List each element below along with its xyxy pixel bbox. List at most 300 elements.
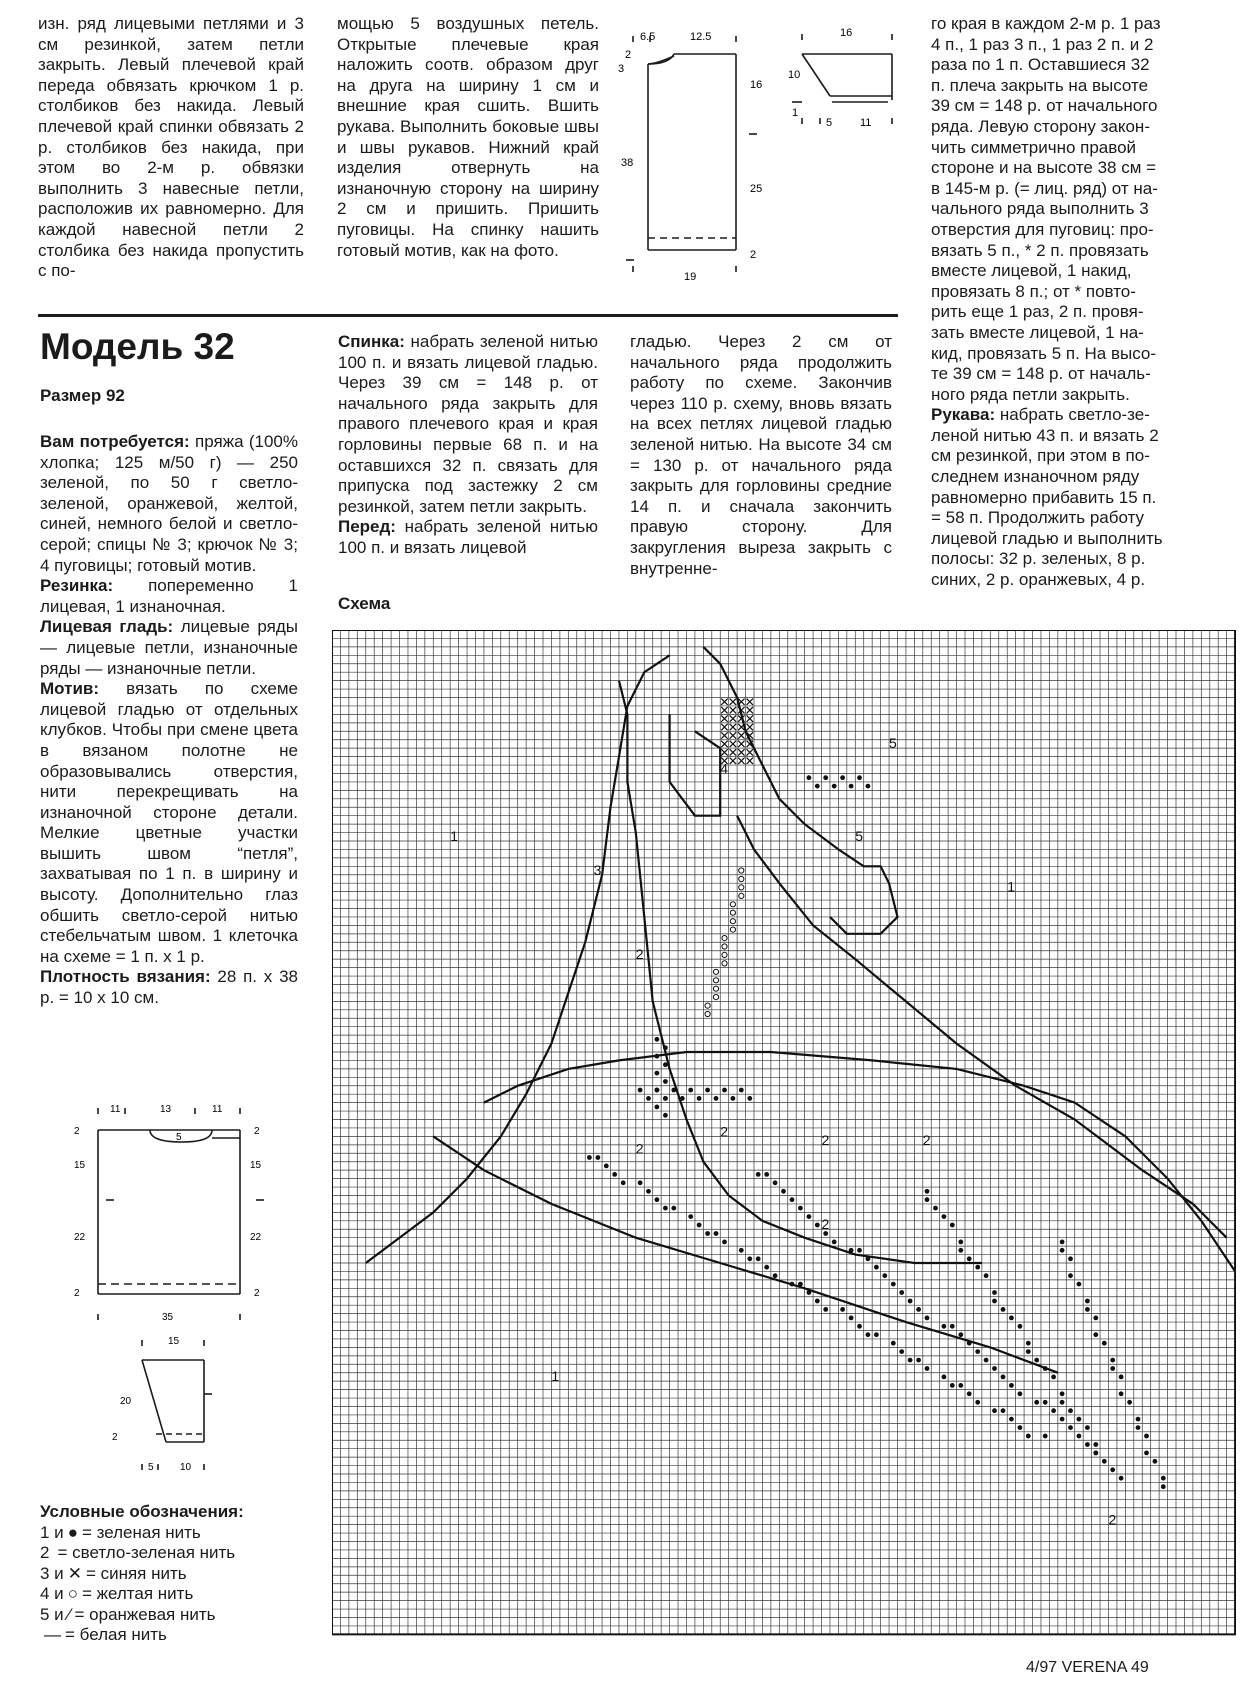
dim-label: 13	[160, 1104, 172, 1115]
text-line: ного ряда петли закрыть.	[931, 384, 1130, 404]
green-stitch-mark	[671, 1206, 676, 1211]
front-back-dimension-diagram	[618, 22, 768, 288]
green-stitch-mark	[612, 1172, 617, 1177]
model-size: Размер 92	[40, 386, 125, 405]
green-stitch-mark	[849, 784, 854, 789]
back-front-instructions: Спинка: набрать зеленой нитью 100 п. и вязать лицевой гладью. Через 39 см = 148 р. от начального ряда закрыть для правого плечевого края и края горловины первые 68 п. и на оставшихся 32 п. связать для припуска под застежку 2 см резинкой, затем петли закрыть. Перед: набрать зеленой нитью 100 п. и вязать лицевой	[338, 332, 598, 557]
green-stitch-mark	[1119, 1375, 1124, 1380]
model-instructions: Вам потребуется: пряжа (100% хлопка; 125 м/50 г) — 250 зеленой, по 50 г светло-зеленой, оранжевой, желтой, синей, немного белой и светло-серой; спицы № 3; крючок № 3; 4 пуговицы; готовый мотив. Резинка: попеременно 1 лицевая, 1 изнаночная. Лицевая гладь: лицевые ряды — лицевые петли, изнаночные ряды — изнаночные петли. Мотив: вязать по схеме лицевой гладью от отдельных клубков. Чтобы при смене цвета в вязаном полотне не образовывались отверстия, нити перекрещивать на изнаночной стороне детали. Мелкие цветные участки вышить швом “петля”, захватывая по 1 п. в ширину и высоту. Дополнительно глаз обшить светло-серой нитью стебельчатым швом. 1 клеточка на схеме = 1 п. х 1 р. Плотность вязания: 28 п. х 38 р. = 10 х 10 см.	[40, 432, 298, 1008]
dim-label: 19	[684, 271, 697, 283]
yellow-stitch-mark	[722, 952, 727, 957]
front-instructions-continued: гладью. Через 2 см от начального ряда продолжить работу по схеме. Закончив через 110 р. схему, вновь вязать на всех петлях лицевой гладью зеленой нитью. На высоте 34 см = 130 р. от начального ряда закрыть для горловины средние 14 п. и сначала закончить правую сторону. Для закругления выреза закрыть с внутренне-	[630, 332, 892, 578]
dim-label: 10	[180, 1462, 192, 1473]
green-stitch-mark	[866, 1332, 871, 1337]
green-stitch-mark	[663, 1113, 668, 1118]
green-stitch-mark	[688, 1088, 693, 1093]
green-stitch-mark	[663, 1096, 668, 1101]
green-stitch-mark	[1009, 1417, 1014, 1422]
yellow-stitch-mark	[722, 936, 727, 941]
green-stitch-mark	[958, 1383, 963, 1388]
dim-label: 11	[212, 1104, 223, 1115]
green-stitch-mark	[908, 1299, 913, 1304]
sleeve-dimension-diagram-small	[108, 1334, 218, 1482]
dim-label: 10	[788, 69, 801, 81]
blue-stitch-mark	[721, 699, 727, 705]
green-stitch-mark	[764, 1172, 769, 1177]
chart-border	[332, 630, 1235, 1634]
green-stitch-mark	[1153, 1459, 1158, 1464]
dim-label: 3	[618, 63, 625, 75]
green-stitch-mark	[739, 1248, 744, 1253]
green-stitch-mark	[655, 1105, 660, 1110]
green-stitch-mark	[1060, 1400, 1065, 1405]
blue-stitch-mark	[730, 741, 736, 747]
green-stitch-mark	[899, 1349, 904, 1354]
green-stitch-mark	[925, 1189, 930, 1194]
blue-stitch-mark	[721, 741, 727, 747]
green-stitch-mark	[908, 1358, 913, 1363]
dim-label: 25	[750, 183, 763, 195]
text-line: следнем изнаночном ряду	[931, 467, 1140, 487]
green-stitch-mark	[942, 1324, 947, 1329]
dim-label: 5	[826, 117, 833, 129]
text-line: зать вместе лицевой, 1 на-	[931, 322, 1144, 342]
green-stitch-mark	[671, 1088, 676, 1093]
text-line: те 39 см = 148 р. от началь-	[931, 364, 1151, 384]
blue-stitch-mark	[747, 715, 753, 721]
green-stitch-mark	[1043, 1366, 1048, 1371]
green-stitch-mark	[1068, 1273, 1073, 1278]
green-stitch-mark	[705, 1231, 710, 1236]
dim-label: 35	[162, 1312, 174, 1322]
green-stitch-mark	[663, 1062, 668, 1067]
chart-color-number: 4	[720, 760, 728, 777]
green-stitch-mark	[916, 1307, 921, 1312]
green-stitch-mark	[1110, 1366, 1115, 1371]
text-line: синих, 2 р. оранжевых, 4 р.	[931, 570, 1146, 590]
green-stitch-mark	[832, 784, 837, 789]
green-stitch-mark	[790, 1282, 795, 1287]
dim-label: 2	[254, 1126, 260, 1137]
legend-symbol-icon: ●	[67, 1522, 78, 1542]
bird-inner-outline	[619, 681, 982, 1263]
green-stitch-mark	[1102, 1459, 1107, 1464]
chart-color-number: 2	[1108, 1511, 1117, 1528]
green-stitch-mark	[1018, 1324, 1023, 1329]
green-stitch-mark	[992, 1408, 997, 1413]
green-stitch-mark	[849, 1316, 854, 1321]
green-stitch-mark	[958, 1240, 963, 1245]
text-line: вместе лицевой, 1 накид,	[931, 261, 1132, 281]
green-stitch-mark	[773, 1180, 778, 1185]
yellow-stitch-mark	[705, 1003, 710, 1008]
legend-item: 5 и ⁄ = оранжевая нить	[40, 1604, 216, 1624]
green-stitch-mark	[1068, 1256, 1073, 1261]
blue-stitch-mark	[747, 724, 753, 730]
text-line: раза по 1 п. Оставшиеся 32	[931, 55, 1150, 75]
text-line: лицевой гладью и выполнить	[931, 528, 1163, 548]
blue-stitch-mark	[730, 758, 736, 764]
blue-stitch-mark	[730, 715, 736, 721]
text-line: = 58 п. Продолжить работу	[931, 508, 1145, 528]
green-stitch-mark	[1085, 1442, 1090, 1447]
green-stitch-mark	[1077, 1282, 1082, 1287]
green-stitch-mark	[823, 775, 828, 780]
chart-color-number: 3	[593, 861, 602, 878]
dim-label: 5	[176, 1132, 182, 1143]
green-stitch-mark	[722, 1088, 727, 1093]
green-stitch-mark	[891, 1341, 896, 1346]
green-stitch-mark	[891, 1282, 896, 1287]
green-stitch-mark	[655, 1197, 660, 1202]
green-stitch-mark	[731, 1096, 736, 1101]
green-stitch-mark	[714, 1096, 719, 1101]
green-stitch-mark	[798, 1206, 803, 1211]
legend-item: 4 и ○ = желтая нить	[40, 1584, 194, 1603]
green-stitch-mark	[992, 1299, 997, 1304]
green-stitch-mark	[925, 1197, 930, 1202]
green-stitch-mark	[714, 1231, 719, 1236]
legend-item: 2 = светло-зеленая нить	[40, 1543, 236, 1562]
chart-color-number: 5	[889, 735, 897, 752]
green-stitch-mark	[688, 1214, 693, 1219]
green-stitch-mark	[807, 1290, 812, 1295]
green-stitch-mark	[655, 1071, 660, 1076]
yellow-stitch-mark	[713, 986, 718, 991]
green-stitch-mark	[1018, 1425, 1023, 1430]
yellow-stitch-mark	[713, 978, 718, 983]
yellow-stitch-mark	[739, 893, 744, 898]
green-stitch-mark	[1018, 1391, 1023, 1396]
text-line: равномерно прибавить 15 п.	[931, 487, 1157, 507]
blue-stitch-mark	[721, 732, 727, 738]
dim-label: 2	[112, 1432, 118, 1443]
dim-label: 1	[792, 107, 799, 119]
green-stitch-mark	[857, 1324, 862, 1329]
green-stitch-mark	[984, 1273, 989, 1278]
continued-text-col1: изн. ряд лицевыми петлями и 3 см резинкой, затем петли закрыть. Левый плечевой край переда обвязать крючком 1 р. столбиков без накида. Левый плечевой край спинки обвязать 2 р. столбиков без накида, при этом во 2-м р. обвязки выполнить 3 навесные петли, расположив их равномерно. Для каждой навесной петли 2 столбика без накида пропустить с по-	[38, 14, 304, 281]
text-line: кид, провязать 5 п. На высо-	[931, 343, 1157, 363]
text-line: см резинкой, при этом в по-	[931, 446, 1150, 466]
legend-symbol-icon: ⁄	[67, 1604, 71, 1624]
dim-label: 11	[110, 1104, 121, 1115]
green-stitch-mark	[1001, 1375, 1006, 1380]
green-stitch-mark	[1144, 1451, 1149, 1456]
green-stitch-mark	[655, 1054, 660, 1059]
green-stitch-mark	[705, 1088, 710, 1093]
text-line: 4 п., 1 раз 3 п., 1 раз 2 п. и 2	[931, 34, 1154, 54]
blue-stitch-mark	[730, 707, 736, 713]
green-stitch-mark	[722, 1240, 727, 1245]
legend	[40, 1502, 244, 1646]
green-stitch-mark	[697, 1223, 702, 1228]
green-stitch-mark	[1110, 1467, 1115, 1472]
green-stitch-mark	[874, 1265, 879, 1270]
green-stitch-mark	[680, 1096, 685, 1101]
green-stitch-mark	[1068, 1425, 1073, 1430]
yellow-stitch-mark	[739, 868, 744, 873]
legend-symbol-icon: ○	[67, 1584, 78, 1603]
model-title: Модель 32	[40, 326, 235, 367]
chart-color-number: 2	[635, 1140, 644, 1157]
green-stitch-mark	[975, 1349, 980, 1354]
yellow-stitch-mark	[730, 910, 735, 915]
green-stitch-mark	[747, 1096, 752, 1101]
green-stitch-mark	[866, 1256, 871, 1261]
green-stitch-mark	[638, 1180, 643, 1185]
yellow-stitch-mark	[730, 919, 735, 924]
green-stitch-mark	[1085, 1299, 1090, 1304]
green-stitch-mark	[1060, 1391, 1065, 1396]
continued-text-col2: мощью 5 воздушных петель. Открытые плечевые края наложить соотв. образом друг на друга на ширину 1 см и внешние края сшить. Вшить рукава. Выполнить боковые швы и швы рукавов. Нижний край изделия отвернуть на изнаночную сторону на ширину 2 см и пришить. Пришить пуговицы. На спинку нашить готовый мотив, как на фото.	[337, 14, 599, 260]
text-line: леной нитью 43 п. и вязать 2	[931, 425, 1159, 445]
green-stitch-mark	[815, 1299, 820, 1304]
dim-label: 2	[74, 1288, 80, 1299]
green-stitch-mark	[857, 1248, 862, 1253]
green-stitch-mark	[925, 1366, 930, 1371]
green-stitch-mark	[1077, 1417, 1082, 1422]
green-stitch-mark	[1110, 1358, 1115, 1363]
green-stitch-mark	[1068, 1408, 1073, 1413]
green-stitch-mark	[1127, 1400, 1132, 1405]
green-stitch-mark	[992, 1366, 997, 1371]
green-stitch-mark	[950, 1223, 955, 1228]
blue-stitch-mark	[721, 749, 727, 755]
green-stitch-mark	[1034, 1358, 1039, 1363]
chart-color-number: 2	[821, 1216, 830, 1233]
green-stitch-mark	[1102, 1341, 1107, 1346]
text-line: стороне и на высоте 38 см =	[931, 158, 1157, 178]
green-stitch-mark	[1051, 1375, 1056, 1380]
green-stitch-mark	[823, 1307, 828, 1312]
green-stitch-mark	[781, 1189, 786, 1194]
yellow-stitch-mark	[722, 944, 727, 949]
dim-label: 38	[621, 157, 634, 169]
green-stitch-mark	[646, 1096, 651, 1101]
chart-color-number: 2	[821, 1131, 830, 1148]
green-stitch-mark	[697, 1096, 702, 1101]
green-stitch-mark	[958, 1248, 963, 1253]
green-stitch-mark	[1009, 1383, 1014, 1388]
text-line: п. плеча закрыть на высоте	[931, 75, 1149, 95]
text-line: вязать 5 п., * 2 п. провязать	[931, 240, 1149, 260]
green-stitch-mark	[1093, 1332, 1098, 1337]
chart-color-number: 2	[922, 1131, 931, 1148]
green-stitch-mark	[587, 1155, 592, 1160]
section-divider	[38, 314, 898, 317]
text-line: чить симметрично правой	[931, 137, 1137, 157]
dim-label: 16	[840, 27, 853, 39]
text-line: го края в каждом 2-м р. 1 раз	[931, 14, 1161, 33]
green-stitch-mark	[655, 1088, 660, 1093]
schema-title: Схема	[338, 594, 391, 613]
green-stitch-mark	[925, 1316, 930, 1321]
dim-label: 11	[860, 117, 872, 129]
green-stitch-mark	[638, 1088, 643, 1093]
green-stitch-mark	[1026, 1341, 1031, 1346]
green-stitch-mark	[984, 1358, 989, 1363]
green-stitch-mark	[739, 1088, 744, 1093]
green-stitch-mark	[950, 1383, 955, 1388]
green-stitch-mark	[1161, 1484, 1166, 1489]
dim-label: 6.5	[640, 31, 656, 43]
green-stitch-mark	[604, 1164, 609, 1169]
green-stitch-mark	[899, 1290, 904, 1295]
blue-stitch-mark	[721, 724, 727, 730]
blue-stitch-mark	[730, 699, 736, 705]
text-line: отверстия для пуговиц: про-	[931, 219, 1154, 239]
green-stitch-mark	[882, 1273, 887, 1278]
dim-label: 22	[74, 1232, 86, 1243]
green-stitch-mark	[1085, 1425, 1090, 1430]
dim-label: 2	[254, 1288, 260, 1299]
green-stitch-mark	[967, 1391, 972, 1396]
green-stitch-mark	[596, 1155, 601, 1160]
blue-stitch-mark	[721, 707, 727, 713]
green-stitch-mark	[1060, 1417, 1065, 1422]
green-stitch-mark	[1060, 1248, 1065, 1253]
green-stitch-mark	[1093, 1442, 1098, 1447]
green-stitch-mark	[790, 1197, 795, 1202]
green-stitch-mark	[1001, 1408, 1006, 1413]
blue-stitch-mark	[730, 724, 736, 730]
green-stitch-mark	[621, 1180, 626, 1185]
text-line: ряда. Левую сторону закон-	[931, 116, 1150, 136]
chart-color-number: 1	[1007, 878, 1015, 895]
green-stitch-mark	[849, 1248, 854, 1253]
green-stitch-mark	[756, 1256, 761, 1261]
text-line: полосы: 32 р. зеленых, 8 р.	[931, 549, 1146, 569]
dim-label: 15	[168, 1336, 180, 1347]
legend-title: Условные обозначения:	[40, 1502, 244, 1521]
green-stitch-mark	[1043, 1434, 1048, 1439]
green-stitch-mark	[764, 1265, 769, 1270]
green-stitch-mark	[1093, 1451, 1098, 1456]
green-stitch-mark	[1001, 1307, 1006, 1312]
green-stitch-mark	[975, 1400, 980, 1405]
green-stitch-mark	[942, 1214, 947, 1219]
text-line: рить еще 1 раз, 2 п. провя-	[931, 302, 1144, 322]
yellow-stitch-mark	[705, 1011, 710, 1016]
blue-stitch-mark	[738, 732, 744, 738]
green-stitch-mark	[1077, 1434, 1082, 1439]
dim-label: 2	[750, 249, 757, 261]
text-line: 39 см = 148 р. от начального	[931, 96, 1158, 116]
green-stitch-mark	[807, 1214, 812, 1219]
blue-stitch-mark	[721, 715, 727, 721]
green-stitch-mark	[1043, 1400, 1048, 1405]
text-line: чального ряда выполнить 3	[931, 199, 1149, 219]
page-footer: 4/97 VERENA 49	[1026, 1659, 1149, 1676]
green-stitch-mark	[1144, 1434, 1149, 1439]
blue-stitch-mark	[747, 758, 753, 764]
green-stitch-mark	[832, 1240, 837, 1245]
green-stitch-mark	[1060, 1240, 1065, 1245]
dim-label: 16	[750, 79, 763, 91]
yellow-stitch-mark	[739, 885, 744, 890]
dim-label: 2	[74, 1126, 80, 1137]
chart-color-number: 2	[720, 1123, 728, 1140]
legend-item: 3 и ✕ = синяя нить	[40, 1563, 187, 1583]
blue-stitch-mark	[738, 758, 744, 764]
legend-item: — = белая нить	[44, 1625, 167, 1644]
green-stitch-mark	[663, 1206, 668, 1211]
continued-text-col4	[931, 14, 1193, 591]
chart-color-number: 1	[551, 1368, 560, 1385]
text-line: в 145-м р. (= лиц. ряд) от на-	[931, 178, 1158, 198]
green-stitch-mark	[1085, 1307, 1090, 1312]
green-stitch-mark	[773, 1273, 778, 1278]
green-stitch-mark	[1119, 1476, 1124, 1481]
blue-stitch-mark	[730, 732, 736, 738]
dim-label: 15	[250, 1160, 262, 1171]
green-stitch-mark	[840, 775, 845, 780]
knitting-chart	[332, 630, 1236, 1638]
chart-color-number: 2	[635, 946, 644, 963]
yellow-stitch-mark	[713, 995, 718, 1000]
green-stitch-mark	[942, 1375, 947, 1380]
dim-label: 5	[148, 1462, 154, 1473]
green-stitch-mark	[1136, 1425, 1141, 1430]
dim-label: 12.5	[690, 31, 712, 43]
blue-stitch-mark	[738, 741, 744, 747]
sleeves-paragraph: Рукава: набрать светло-зе-	[931, 405, 1150, 425]
dim-label: 22	[250, 1232, 262, 1243]
green-stitch-mark	[1026, 1434, 1031, 1439]
green-stitch-mark	[933, 1206, 938, 1211]
green-stitch-mark	[1034, 1400, 1039, 1405]
green-stitch-mark	[663, 1045, 668, 1050]
green-stitch-mark	[815, 1223, 820, 1228]
blue-stitch-mark	[747, 707, 753, 713]
green-stitch-mark	[1009, 1316, 1014, 1321]
legend-item: 1 и ● = зеленая нить	[40, 1522, 201, 1542]
green-stitch-mark	[798, 1282, 803, 1287]
green-stitch-mark	[874, 1332, 879, 1337]
yellow-stitch-mark	[739, 876, 744, 881]
green-stitch-mark	[866, 784, 871, 789]
green-stitch-mark	[747, 1256, 752, 1261]
yellow-stitch-mark	[713, 969, 718, 974]
chart-color-number: 1	[450, 828, 458, 844]
green-stitch-mark	[916, 1358, 921, 1363]
blue-stitch-mark	[747, 749, 753, 755]
green-stitch-mark	[950, 1324, 955, 1329]
blue-stitch-mark	[747, 699, 753, 705]
dim-label: 20	[120, 1396, 132, 1407]
green-stitch-mark	[663, 1079, 668, 1084]
green-stitch-mark	[1026, 1349, 1031, 1354]
green-stitch-mark	[756, 1172, 761, 1177]
green-stitch-mark	[958, 1332, 963, 1337]
dim-label: 15	[74, 1160, 86, 1171]
body-dimension-diagram	[70, 1096, 270, 1322]
dim-label: 2	[625, 49, 632, 61]
green-stitch-mark	[1119, 1391, 1124, 1396]
green-stitch-mark	[840, 1307, 845, 1312]
green-stitch-mark	[992, 1290, 997, 1295]
legend-symbol-icon: ✕	[67, 1563, 82, 1583]
text-line: провязать 8 п.; от * повто-	[931, 281, 1136, 301]
chart-color-number: 5	[855, 828, 864, 844]
green-stitch-mark	[1161, 1476, 1166, 1481]
green-stitch-mark	[1136, 1417, 1141, 1422]
green-stitch-mark	[815, 784, 820, 789]
legend-symbol-icon: —	[44, 1625, 61, 1644]
yellow-stitch-mark	[730, 902, 735, 907]
green-stitch-mark	[967, 1341, 972, 1346]
green-stitch-mark	[1051, 1408, 1056, 1413]
